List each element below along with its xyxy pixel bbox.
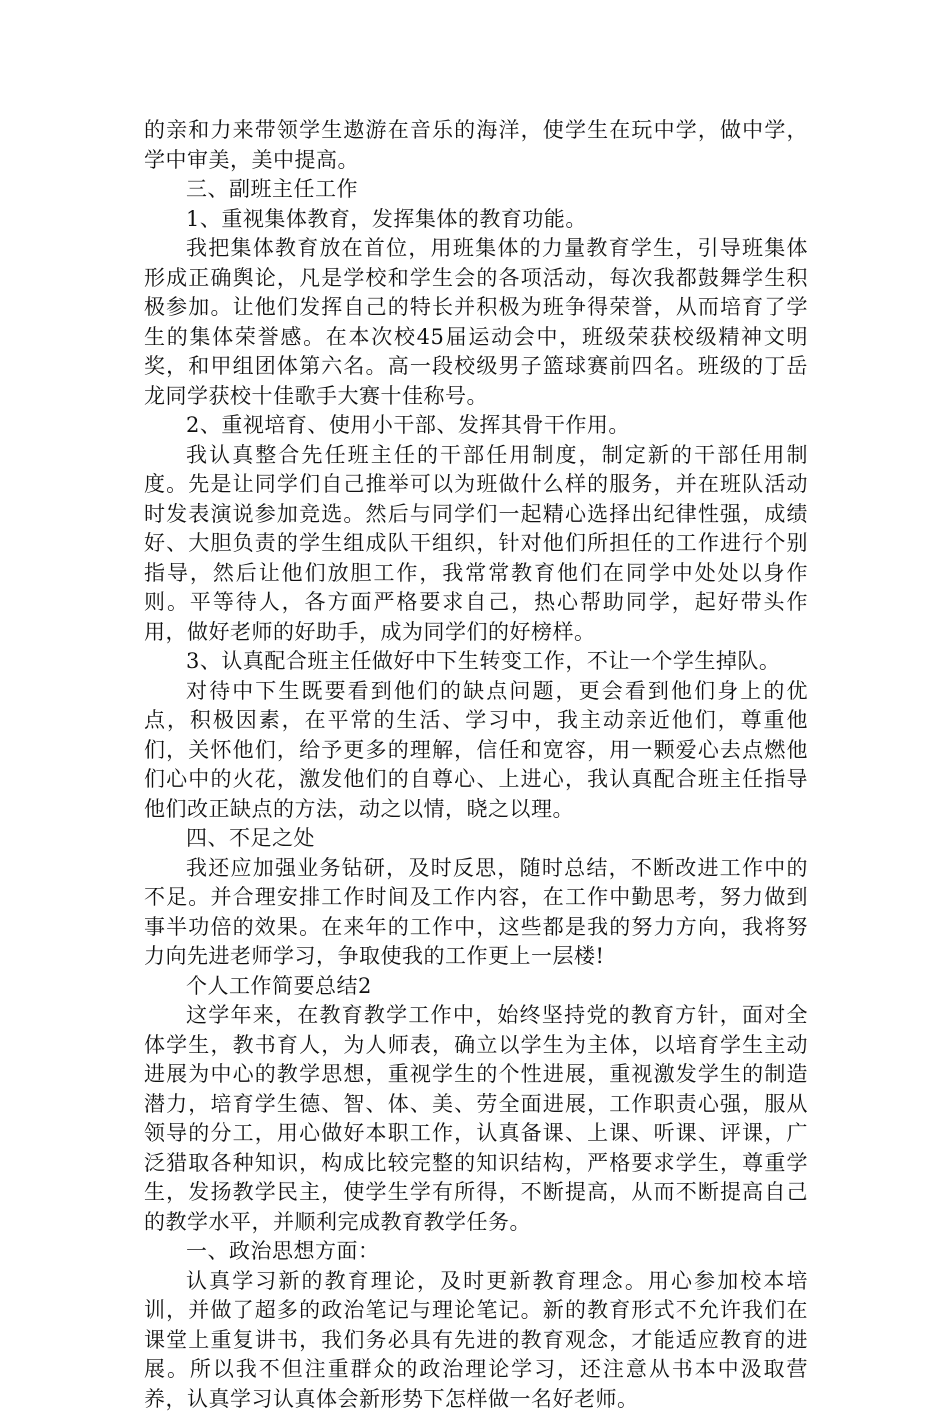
paragraph-continuation: 的亲和力来带领学生遨游在音乐的海洋，使学生在玩中学，做中学，学中审美，美中提高。 bbox=[144, 116, 808, 175]
subheading-class-cadres: 2、重视培育、使用小干部、发挥其骨干作用。 bbox=[144, 411, 808, 441]
paragraph-struggling-students: 对待中下生既要看到他们的缺点问题，更会看到他们身上的优点，积极因素，在平常的生活、学习中，我主动亲近他们，尊重他们，关怀他们，给予更多的理解，信任和宽容，用一颗爱心去点燃他们心中的火花，激发他们的自尊心、上进心，我认真配合班主任指导他们改正缺点的方法，动之以情，晓之以理。 bbox=[144, 677, 808, 825]
subheading-struggling-students: 3、认真配合班主任做好中下生转变工作，不让一个学生掉队。 bbox=[144, 647, 808, 677]
document-page bbox=[144, 116, 808, 1414]
section-heading-political-thought: 一、政治思想方面： bbox=[144, 1237, 808, 1267]
paragraph-political-thought: 认真学习新的教育理论，及时更新教育理念。用心参加校本培训，并做了超多的政治笔记与理论笔记。新的教育形式不允许我们在课堂上重复讲书，我们务必具有先进的教育观念，才能适应教育的进展。所以我不但注重群众的政治理论学习，还注意从书本中汲取营养，认真学习认真体会新形势下怎样做一名好老师。 bbox=[144, 1267, 808, 1414]
paragraph-shortcomings: 我还应加强业务钻研，及时反思，随时总结，不断改进工作中的不足。并合理安排工作时间及工作内容，在工作中勤思考，努力做到事半功倍的效果。在来年的工作中，这些都是我的努力方向，我将努力向先进老师学习，争取使我的工作更上一层楼! bbox=[144, 854, 808, 972]
paragraph-summary-intro: 这学年来，在教育教学工作中，始终坚持党的教育方针，面对全体学生，教书育人，为人师表，确立以学生为主体，以培育学生主动进展为中心的教学思想，重视学生的个性进展，重视激发学生的制造潜力，培育学生德、智、体、美、劳全面进展，工作职责心强，服从领导的分工，用心做好本职工作，认真备课、上课、听课、评课，广泛猎取各种知识，构成比较完整的知识结构，严格要求学生，尊重学生，发扬教学民主，使学生学有所得，不断提高，从而不断提高自己的教学水平，并顺利完成教育教学任务。 bbox=[144, 1001, 808, 1237]
paragraph-collective-education: 我把集体教育放在首位，用班集体的力量教育学生，引导班集体形成正确舆论，凡是学校和学生会的各项活动，每次我都鼓舞学生积极参加。让他们发挥自己的特长并积极为班争得荣誉，从而培育了学生的集体荣誉感。在本次校45届运动会中，班级荣获校级精神文明奖，和甲组团体第六名。高一段校级男子篮球赛前四名。班级的丁岳龙同学获校十佳歌手大赛十佳称号。 bbox=[144, 234, 808, 411]
paragraph-class-cadres: 我认真整合先任班主任的干部任用制度，制定新的干部任用制度。先是让同学们自己推举可以为班做什么样的服务，并在班队活动时发表演说参加竞选。然后与同学们一起精心选择出纪律性强，成绩好、大胆负责的学生组成队干组织，针对他们所担任的工作进行个别指导，然后让他们放胆工作，我常常教育他们在同学中处处以身作则。平等待人，各方面严格要求自己，热心帮助同学，起好带头作用，做好老师的好助手，成为同学们的好榜样。 bbox=[144, 441, 808, 648]
subheading-collective-education: 1、重视集体教育，发挥集体的教育功能。 bbox=[144, 205, 808, 235]
document-subtitle-summary-2: 个人工作简要总结2 bbox=[144, 972, 808, 1002]
section-heading-vice-head-teacher: 三、副班主任工作 bbox=[144, 175, 808, 205]
section-heading-shortcomings: 四、不足之处 bbox=[144, 824, 808, 854]
